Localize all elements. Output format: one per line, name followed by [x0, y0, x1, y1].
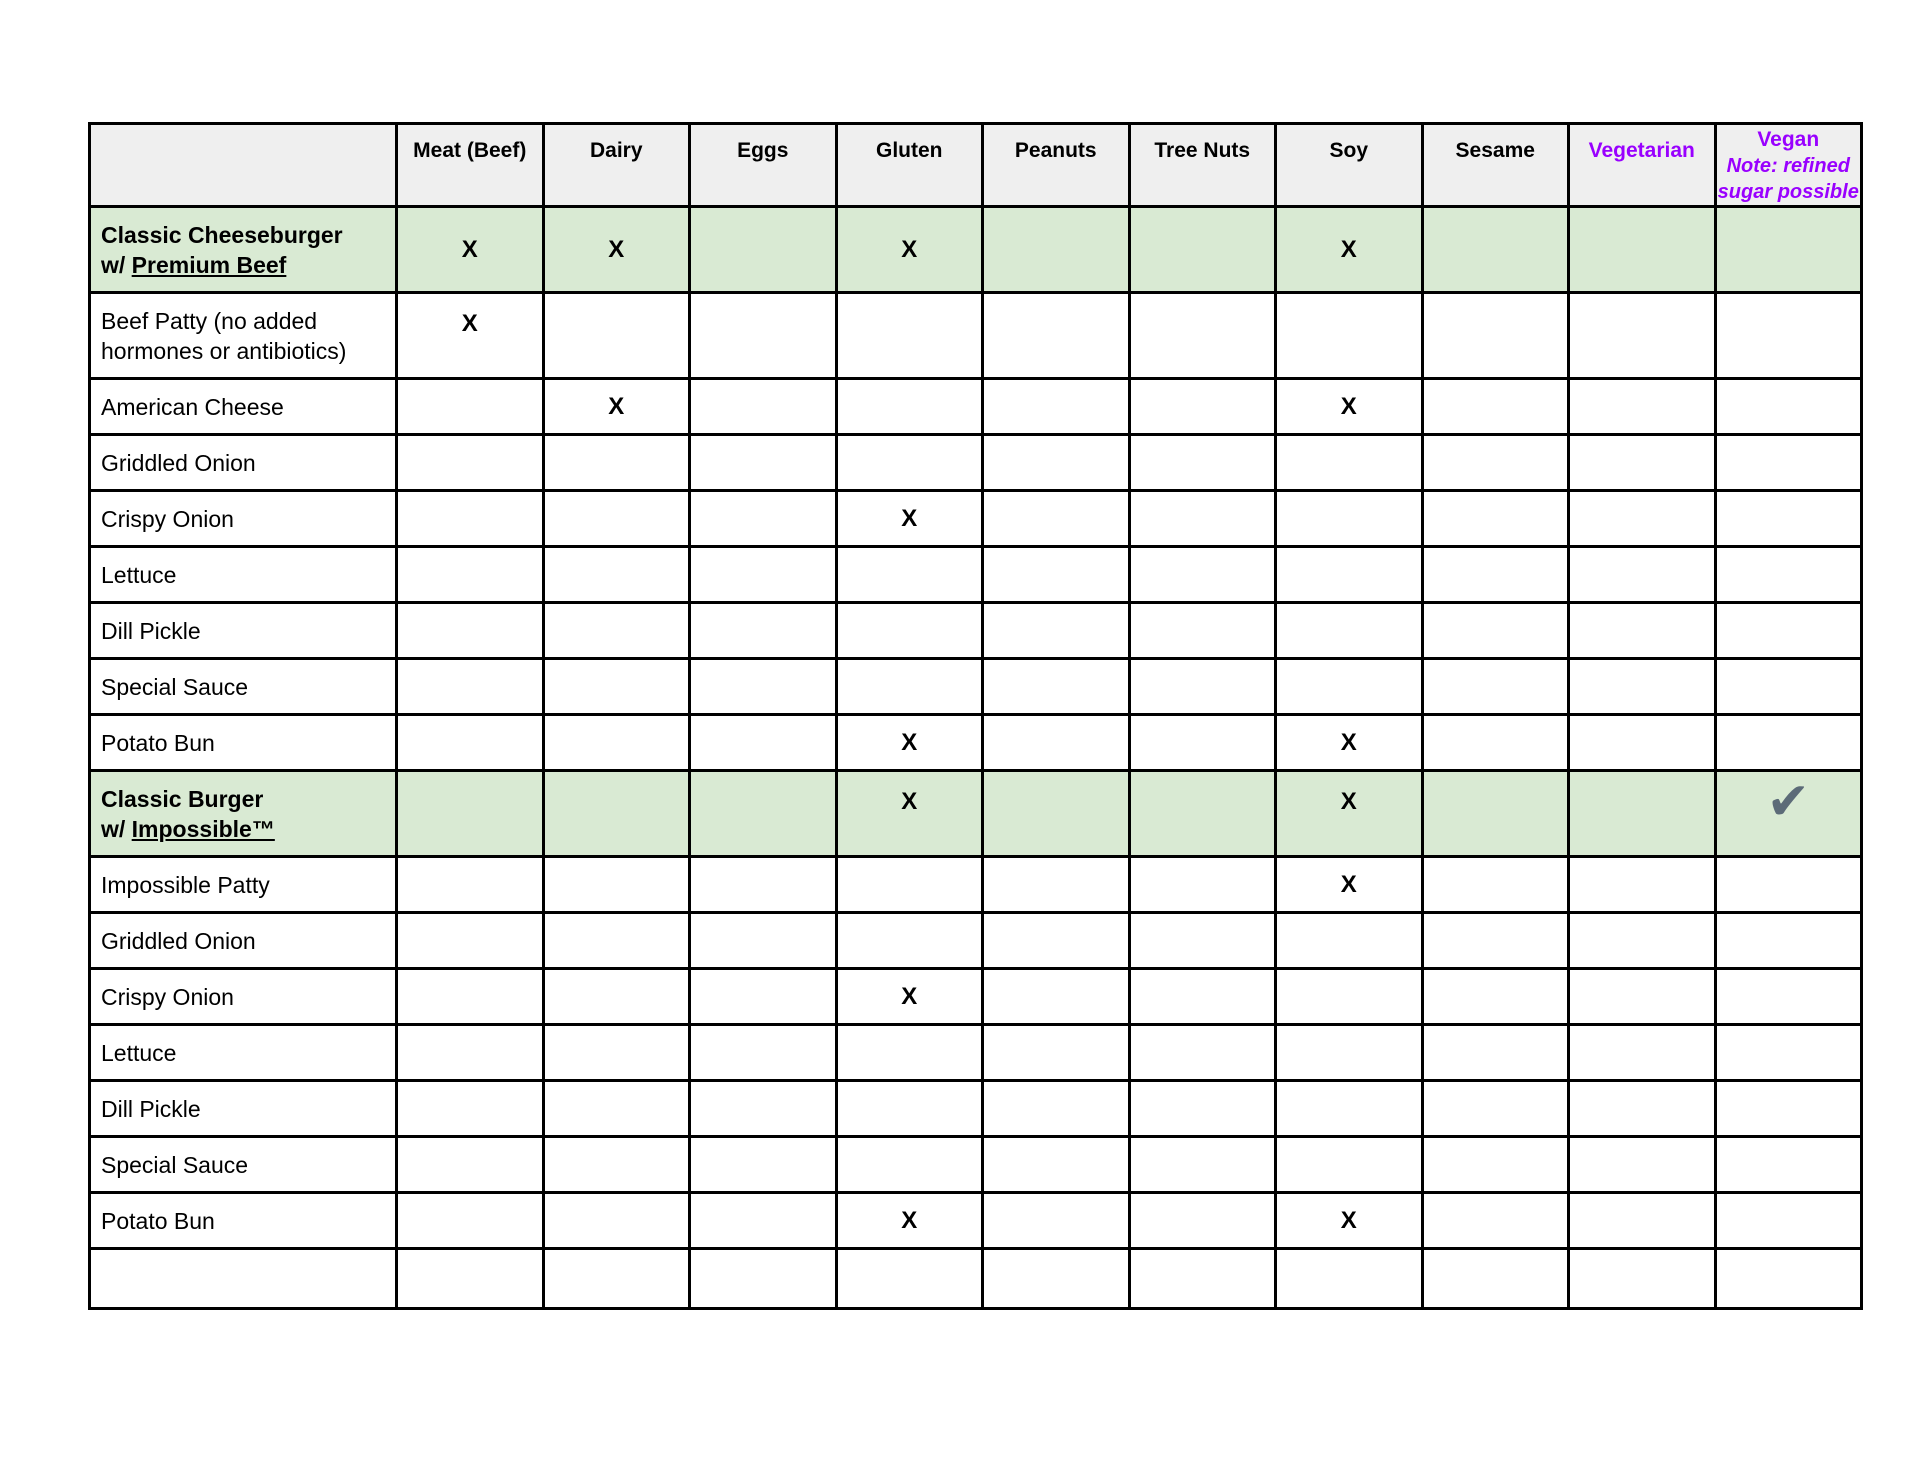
ingredient-row: [90, 659, 1862, 715]
cell-vegan: [1715, 913, 1862, 969]
x-mark: X: [901, 1206, 918, 1234]
cell-gluten: [836, 547, 983, 603]
x-mark: X: [901, 788, 918, 815]
cell-meat-beef: [397, 547, 544, 603]
cell-eggs: [690, 491, 837, 547]
cell-eggs: [690, 1081, 837, 1137]
cell-soy: [1276, 1137, 1423, 1193]
cell-sesame: [1422, 1137, 1569, 1193]
cell-vegetarian: [1569, 715, 1716, 771]
cell-tree-nuts: [1129, 913, 1276, 969]
cell-vegan: [1715, 1025, 1862, 1081]
x-mark: X: [1340, 235, 1357, 263]
x-mark: X: [901, 982, 918, 1010]
cell-vegan: [1715, 491, 1862, 547]
ingredient-name: American Cheese: [90, 379, 397, 435]
cell-meat-beef: [397, 207, 544, 293]
cell-vegan: [1715, 1137, 1862, 1193]
cell-sesame: [1422, 603, 1569, 659]
cell-peanuts: [983, 969, 1130, 1025]
cell-sesame: [1422, 1193, 1569, 1249]
cell-vegetarian: [1569, 1137, 1716, 1193]
cell-sesame: [1422, 491, 1569, 547]
cell-vegetarian: [1569, 969, 1716, 1025]
x-mark: X: [1340, 788, 1357, 815]
vegan-note: Note: refined sugar possible: [1717, 155, 1859, 203]
ingredient-row: [90, 491, 1862, 547]
ingredient-name: Lettuce: [90, 547, 397, 603]
cell-peanuts: [983, 207, 1130, 293]
cell-sesame: [1422, 1025, 1569, 1081]
cell-vegan: [1715, 1081, 1862, 1137]
cell-meat-beef: [397, 603, 544, 659]
cell-meat-beef: [397, 293, 544, 379]
cell-meat-beef: [397, 715, 544, 771]
blank-cell: [1129, 1249, 1276, 1309]
cell-tree-nuts: [1129, 1137, 1276, 1193]
cell-sesame: [1422, 547, 1569, 603]
cell-vegan: [1715, 379, 1862, 435]
x-mark: X: [901, 504, 918, 532]
group-title-prefix: w/: [101, 815, 132, 842]
cell-vegan: [1715, 715, 1862, 771]
cell-vegan: [1715, 1193, 1862, 1249]
ingredient-name: Potato Bun: [90, 715, 397, 771]
cell-sesame: [1422, 435, 1569, 491]
group-title-prefix: w/: [101, 251, 132, 278]
cell-eggs: [690, 969, 837, 1025]
ingredient-row: [90, 293, 1862, 379]
cell-eggs: [690, 435, 837, 491]
group-title-line: Classic Burger: [101, 785, 264, 812]
cell-tree-nuts: [1129, 603, 1276, 659]
group-row: [90, 207, 1862, 293]
ingredient-name: Beef Patty (no added hormones or antibiotics): [90, 293, 397, 379]
cell-tree-nuts: [1129, 659, 1276, 715]
cell-sesame: [1422, 379, 1569, 435]
cell-dairy: [543, 491, 690, 547]
cell-peanuts: [983, 1025, 1130, 1081]
cell-sesame: [1422, 969, 1569, 1025]
header-dairy: Dairy: [543, 124, 690, 207]
cell-peanuts: [983, 1137, 1130, 1193]
cell-soy: [1276, 913, 1423, 969]
ingredient-name: Potato Bun: [90, 1193, 397, 1249]
ingredient-row: [90, 715, 1862, 771]
cell-eggs: [690, 715, 837, 771]
cell-gluten: [836, 857, 983, 913]
header-vegan: [1715, 124, 1862, 207]
cell-vegetarian: [1569, 207, 1716, 293]
blank-cell: [1569, 1249, 1716, 1309]
cell-meat-beef: [397, 1137, 544, 1193]
cell-meat-beef: [397, 1025, 544, 1081]
cell-tree-nuts: [1129, 379, 1276, 435]
cell-sesame: [1422, 715, 1569, 771]
ingredient-row: [90, 913, 1862, 969]
cell-soy: [1276, 207, 1423, 293]
group-title: [90, 207, 397, 293]
cell-gluten: [836, 207, 983, 293]
ingredient-row: [90, 435, 1862, 491]
x-mark: X: [608, 392, 625, 420]
cell-sesame: [1422, 1081, 1569, 1137]
cell-gluten: [836, 603, 983, 659]
cell-vegetarian: [1569, 913, 1716, 969]
cell-eggs: [690, 603, 837, 659]
x-mark: X: [608, 235, 625, 263]
cell-sesame: [1422, 913, 1569, 969]
cell-vegan: [1715, 659, 1862, 715]
cell-eggs: [690, 913, 837, 969]
x-mark: X: [1340, 728, 1357, 756]
cell-gluten: [836, 1193, 983, 1249]
cell-gluten: [836, 771, 983, 857]
cell-dairy: [543, 1193, 690, 1249]
ingredient-name: Griddled Onion: [90, 913, 397, 969]
group-row: [90, 771, 1862, 857]
cell-gluten: [836, 435, 983, 491]
cell-gluten: [836, 913, 983, 969]
cell-meat-beef: [397, 1193, 544, 1249]
cell-dairy: [543, 547, 690, 603]
cell-peanuts: [983, 857, 1130, 913]
header-peanuts: Peanuts: [983, 124, 1130, 207]
cell-soy: [1276, 603, 1423, 659]
ingredient-row: [90, 603, 1862, 659]
blank-cell: [983, 1249, 1130, 1309]
x-mark: X: [461, 235, 478, 263]
cell-vegan: [1715, 435, 1862, 491]
cell-dairy: [543, 969, 690, 1025]
cell-soy: [1276, 293, 1423, 379]
cell-tree-nuts: [1129, 857, 1276, 913]
cell-tree-nuts: [1129, 491, 1276, 547]
ingredient-name: Crispy Onion: [90, 969, 397, 1025]
cell-vegetarian: [1569, 435, 1716, 491]
ingredient-row: [90, 1025, 1862, 1081]
cell-soy: [1276, 1081, 1423, 1137]
cell-dairy: [543, 207, 690, 293]
cell-eggs: [690, 857, 837, 913]
ingredient-name: Dill Pickle: [90, 1081, 397, 1137]
cell-vegetarian: [1569, 1193, 1716, 1249]
cell-gluten: [836, 1081, 983, 1137]
blank-cell: [543, 1249, 690, 1309]
blank-cell: [1276, 1249, 1423, 1309]
cell-vegan: [1715, 969, 1862, 1025]
ingredient-name: Crispy Onion: [90, 491, 397, 547]
cell-vegetarian: [1569, 491, 1716, 547]
blank-cell: [690, 1249, 837, 1309]
blank-cell: [397, 1249, 544, 1309]
cell-eggs: [690, 207, 837, 293]
cell-meat-beef: [397, 969, 544, 1025]
cell-tree-nuts: [1129, 771, 1276, 857]
group-title-link[interactable]: Impossible™: [131, 815, 275, 842]
cell-dairy: [543, 603, 690, 659]
cell-soy: [1276, 491, 1423, 547]
ingredient-row: [90, 1193, 1862, 1249]
ingredient-row: [90, 857, 1862, 913]
cell-vegan: [1715, 771, 1862, 857]
header-meat-beef: Meat (Beef): [397, 124, 544, 207]
ingredient-name: Lettuce: [90, 1025, 397, 1081]
blank-cell: [1715, 1249, 1862, 1309]
cell-dairy: [543, 435, 690, 491]
blank-cell: [1422, 1249, 1569, 1309]
cell-vegetarian: [1569, 1081, 1716, 1137]
cell-eggs: [690, 379, 837, 435]
cell-meat-beef: [397, 913, 544, 969]
cell-soy: [1276, 379, 1423, 435]
cell-meat-beef: [397, 659, 544, 715]
cell-peanuts: [983, 379, 1130, 435]
cell-meat-beef: [397, 491, 544, 547]
blank-cell: [90, 1249, 397, 1309]
cell-peanuts: [983, 491, 1130, 547]
cell-soy: [1276, 857, 1423, 913]
cell-vegetarian: [1569, 547, 1716, 603]
cell-peanuts: [983, 1193, 1130, 1249]
cell-sesame: [1422, 857, 1569, 913]
header-sesame: Sesame: [1422, 124, 1569, 207]
cell-soy: [1276, 1193, 1423, 1249]
header-eggs: Eggs: [690, 124, 837, 207]
cell-peanuts: [983, 547, 1130, 603]
group-title-line: Classic Cheeseburger: [101, 221, 343, 248]
x-mark: X: [901, 235, 918, 263]
cell-peanuts: [983, 603, 1130, 659]
cell-soy: [1276, 715, 1423, 771]
ingredient-row: [90, 1081, 1862, 1137]
cell-tree-nuts: [1129, 435, 1276, 491]
cell-sesame: [1422, 659, 1569, 715]
cell-sesame: [1422, 771, 1569, 857]
cell-soy: [1276, 659, 1423, 715]
cell-eggs: [690, 1025, 837, 1081]
cell-peanuts: [983, 435, 1130, 491]
cell-dairy: [543, 293, 690, 379]
cell-gluten: [836, 1025, 983, 1081]
blank-cell: [836, 1249, 983, 1309]
header-row: [90, 124, 1862, 207]
cell-meat-beef: [397, 857, 544, 913]
ingredient-name: Griddled Onion: [90, 435, 397, 491]
cell-vegan: [1715, 603, 1862, 659]
cell-soy: [1276, 547, 1423, 603]
cell-gluten: [836, 1137, 983, 1193]
cell-gluten: [836, 293, 983, 379]
header-vegetarian: Vegetarian: [1569, 124, 1716, 207]
cell-tree-nuts: [1129, 1081, 1276, 1137]
cell-dairy: [543, 771, 690, 857]
x-mark: X: [1340, 870, 1357, 898]
cell-peanuts: [983, 913, 1130, 969]
x-mark: X: [901, 728, 918, 756]
ingredient-name: Special Sauce: [90, 659, 397, 715]
cell-gluten: [836, 659, 983, 715]
cell-meat-beef: [397, 771, 544, 857]
ingredient-row: [90, 547, 1862, 603]
cell-eggs: [690, 771, 837, 857]
cell-peanuts: [983, 715, 1130, 771]
cell-meat-beef: [397, 1081, 544, 1137]
cell-vegetarian: [1569, 659, 1716, 715]
cell-peanuts: [983, 1081, 1130, 1137]
x-mark: X: [461, 310, 478, 337]
cell-vegetarian: [1569, 1025, 1716, 1081]
cell-vegan: [1715, 207, 1862, 293]
cell-tree-nuts: [1129, 1193, 1276, 1249]
cell-meat-beef: [397, 379, 544, 435]
cell-vegetarian: [1569, 379, 1716, 435]
cell-dairy: [543, 379, 690, 435]
cell-vegetarian: [1569, 857, 1716, 913]
x-mark: X: [1340, 392, 1357, 420]
cell-gluten: [836, 491, 983, 547]
blank-row: [90, 1249, 1862, 1309]
header-soy: Soy: [1276, 124, 1423, 207]
cell-eggs: [690, 1137, 837, 1193]
ingredient-name: Impossible Patty: [90, 857, 397, 913]
header-tree-nuts: Tree Nuts: [1129, 124, 1276, 207]
cell-tree-nuts: [1129, 969, 1276, 1025]
header-gluten: Gluten: [836, 124, 983, 207]
vegan-label: Vegan: [1757, 128, 1820, 151]
cell-dairy: [543, 1025, 690, 1081]
cell-dairy: [543, 857, 690, 913]
header-cell-blank: [90, 124, 397, 207]
cell-tree-nuts: [1129, 1025, 1276, 1081]
cell-soy: [1276, 435, 1423, 491]
cell-vegan: [1715, 547, 1862, 603]
allergen-table: [88, 122, 1863, 1310]
cell-dairy: [543, 1137, 690, 1193]
cell-tree-nuts: [1129, 547, 1276, 603]
cell-gluten: [836, 379, 983, 435]
cell-dairy: [543, 715, 690, 771]
cell-vegan: [1715, 293, 1862, 379]
cell-sesame: [1422, 207, 1569, 293]
ingredient-name: Dill Pickle: [90, 603, 397, 659]
cell-meat-beef: [397, 435, 544, 491]
cell-peanuts: [983, 771, 1130, 857]
cell-sesame: [1422, 293, 1569, 379]
group-title-link[interactable]: Premium Beef: [131, 251, 287, 278]
cell-gluten: [836, 715, 983, 771]
ingredient-row: [90, 1137, 1862, 1193]
cell-dairy: [543, 659, 690, 715]
ingredient-name: Special Sauce: [90, 1137, 397, 1193]
ingredient-row: [90, 379, 1862, 435]
cell-dairy: [543, 913, 690, 969]
cell-tree-nuts: [1129, 715, 1276, 771]
x-mark: X: [1340, 1206, 1357, 1234]
cell-eggs: [690, 293, 837, 379]
cell-dairy: [543, 1081, 690, 1137]
cell-vegetarian: [1569, 293, 1716, 379]
cell-peanuts: [983, 293, 1130, 379]
cell-gluten: [836, 969, 983, 1025]
cell-peanuts: [983, 659, 1130, 715]
cell-soy: [1276, 771, 1423, 857]
cell-vegetarian: [1569, 771, 1716, 857]
cell-tree-nuts: [1129, 293, 1276, 379]
cell-tree-nuts: [1129, 207, 1276, 293]
cell-vegan: [1715, 857, 1862, 913]
table-body: [90, 207, 1862, 1309]
cell-soy: [1276, 1025, 1423, 1081]
cell-soy: [1276, 969, 1423, 1025]
cell-vegetarian: [1569, 603, 1716, 659]
cell-eggs: [690, 1193, 837, 1249]
ingredient-row: [90, 969, 1862, 1025]
checkmark-icon: ✔: [1766, 773, 1811, 831]
cell-eggs: [690, 547, 837, 603]
group-title: [90, 771, 397, 857]
cell-eggs: [690, 659, 837, 715]
